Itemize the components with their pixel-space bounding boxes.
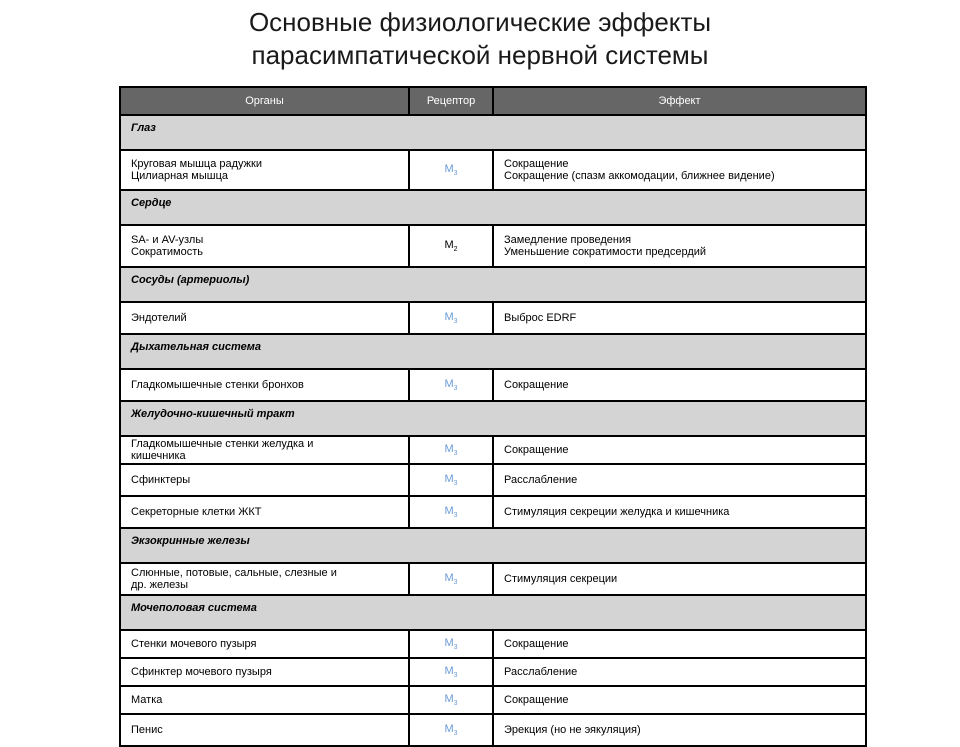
effect-line: Расслабление xyxy=(504,474,578,486)
organ-cell xyxy=(120,658,409,686)
table-row xyxy=(120,436,866,464)
effect-cell xyxy=(493,436,866,464)
organ-line: др. железы xyxy=(131,579,189,591)
section-row xyxy=(120,190,866,225)
organ-line: Сфинктеры xyxy=(131,474,191,486)
effect-cell xyxy=(493,150,866,190)
header-effect: Эффект xyxy=(493,87,866,115)
section-row xyxy=(120,595,866,630)
receptor-cell xyxy=(409,369,493,401)
effect-cell xyxy=(493,496,866,528)
effect-line: Сокращение xyxy=(504,379,569,391)
section-title: Желудочно-кишечный тракт xyxy=(120,401,866,436)
effect-cell xyxy=(493,686,866,714)
table-row xyxy=(120,563,866,595)
section-row xyxy=(120,528,866,563)
effect-line: Стимуляция секреции xyxy=(504,573,618,585)
effect-line: Уменьшение сократимости предсердий xyxy=(504,246,707,258)
organ-cell xyxy=(120,496,409,528)
effect-cell xyxy=(493,714,866,746)
receptor-subtype: 3 xyxy=(453,579,458,587)
section-row xyxy=(120,334,866,369)
page-title xyxy=(0,6,960,72)
receptor-subtype: 3 xyxy=(453,318,458,326)
organ-line: Круговая мышца радужки xyxy=(131,158,263,170)
receptor-letter: M xyxy=(444,310,454,323)
effect-cell xyxy=(493,658,866,686)
table-row xyxy=(120,225,866,267)
organ-line: Стенки мочевого пузыря xyxy=(131,638,257,650)
receptor-cell xyxy=(409,150,493,190)
receptor-letter: M xyxy=(444,722,454,735)
effect-line: Сокращение xyxy=(504,444,569,456)
receptor-cell xyxy=(409,686,493,714)
table-row xyxy=(120,658,866,686)
organ-line: Сократимость xyxy=(131,246,203,258)
organ-line: Цилиарная мышца xyxy=(131,170,228,182)
receptor-letter: M xyxy=(444,472,454,485)
receptor-subtype: 3 xyxy=(453,730,458,738)
section-row xyxy=(120,267,866,302)
organ-cell xyxy=(120,630,409,658)
table-row xyxy=(120,630,866,658)
table-row xyxy=(120,369,866,401)
receptor-letter: M xyxy=(444,692,454,705)
receptor-letter: M xyxy=(444,571,454,584)
organ-cell xyxy=(120,464,409,496)
header-organs: Органы xyxy=(120,87,409,115)
organ-cell xyxy=(120,369,409,401)
receptor-subtype: 3 xyxy=(453,385,458,393)
table-body xyxy=(120,115,866,746)
organ-line: Слюнные, потовые, сальные, слезные и xyxy=(131,567,337,579)
receptor-cell xyxy=(409,714,493,746)
organ-line: кишечника xyxy=(131,450,186,462)
section-row xyxy=(120,115,866,150)
effect-line: Эрекция (но не эякуляция) xyxy=(504,724,641,736)
receptor-cell xyxy=(409,225,493,267)
effect-line: Выброс EDRF xyxy=(504,312,577,324)
receptor-cell xyxy=(409,658,493,686)
receptor-cell xyxy=(409,302,493,334)
page-title-line-2: парасимпатической нервной системы xyxy=(251,40,709,70)
header-receptor: Рецептор xyxy=(409,87,493,115)
receptor-letter: M xyxy=(444,162,454,175)
table-row xyxy=(120,464,866,496)
organ-cell xyxy=(120,563,409,595)
receptor-subtype: 2 xyxy=(453,246,458,254)
effect-cell xyxy=(493,302,866,334)
receptor-subtype: 3 xyxy=(453,170,458,178)
organ-cell xyxy=(120,150,409,190)
receptor-letter: M xyxy=(444,377,454,390)
organ-cell xyxy=(120,225,409,267)
section-title: Дыхательная система xyxy=(120,334,866,369)
receptor-letter: M xyxy=(444,238,454,251)
table-row xyxy=(120,150,866,190)
effect-cell xyxy=(493,225,866,267)
effect-line: Сокращение xyxy=(504,158,569,170)
receptor-letter: M xyxy=(444,636,454,649)
receptor-cell xyxy=(409,464,493,496)
effect-line: Сокращение xyxy=(504,694,569,706)
receptor-subtype: 3 xyxy=(453,672,458,680)
effect-cell xyxy=(493,563,866,595)
organ-line: Сфинктер мочевого пузыря xyxy=(131,666,272,678)
section-row xyxy=(120,401,866,436)
section-title: Сердце xyxy=(120,190,866,225)
effect-cell xyxy=(493,630,866,658)
organ-cell xyxy=(120,686,409,714)
section-title: Мочеполовая система xyxy=(120,595,866,630)
effects-table xyxy=(119,86,867,747)
organ-line: Гладкомышечные стенки бронхов xyxy=(131,379,304,391)
table-row xyxy=(120,496,866,528)
receptor-letter: M xyxy=(444,664,454,677)
receptor-subtype: 3 xyxy=(453,512,458,520)
effect-cell xyxy=(493,369,866,401)
effect-cell xyxy=(493,464,866,496)
section-title: Глаз xyxy=(120,115,866,150)
receptor-cell xyxy=(409,496,493,528)
effect-line: Стимуляция секреции желудка и кишечника xyxy=(504,506,730,518)
receptor-cell xyxy=(409,630,493,658)
receptor-subtype: 3 xyxy=(453,700,458,708)
receptor-cell xyxy=(409,436,493,464)
page-title-line-1: Основные физиологические эффекты xyxy=(248,7,712,37)
table-row xyxy=(120,302,866,334)
table-header-row xyxy=(120,87,866,115)
receptor-cell xyxy=(409,563,493,595)
effect-line: Замедление проведения xyxy=(504,234,632,246)
organ-line: Гладкомышечные стенки желудка и xyxy=(131,438,314,450)
table-row xyxy=(120,686,866,714)
effect-line: Расслабление xyxy=(504,666,578,678)
receptor-letter: M xyxy=(444,504,454,517)
organ-line: Матка xyxy=(131,694,163,706)
receptor-letter: M xyxy=(444,442,454,455)
receptor-subtype: 3 xyxy=(453,450,458,458)
effect-line: Сокращение (спазм аккомодации, ближнее видение) xyxy=(504,170,775,182)
receptor-subtype: 3 xyxy=(453,644,458,652)
section-title: Экзокринные железы xyxy=(120,528,866,563)
organ-line: Пенис xyxy=(131,724,163,736)
table-row xyxy=(120,714,866,746)
effect-line: Сокращение xyxy=(504,638,569,650)
organ-line: SA- и AV-узлы xyxy=(131,234,204,246)
organ-cell xyxy=(120,714,409,746)
organ-line: Секреторные клетки ЖКТ xyxy=(131,506,262,518)
receptor-subtype: 3 xyxy=(453,480,458,488)
organ-cell xyxy=(120,302,409,334)
organ-line: Эндотелий xyxy=(131,312,187,324)
organ-cell xyxy=(120,436,409,464)
section-title: Сосуды (артериолы) xyxy=(120,267,866,302)
